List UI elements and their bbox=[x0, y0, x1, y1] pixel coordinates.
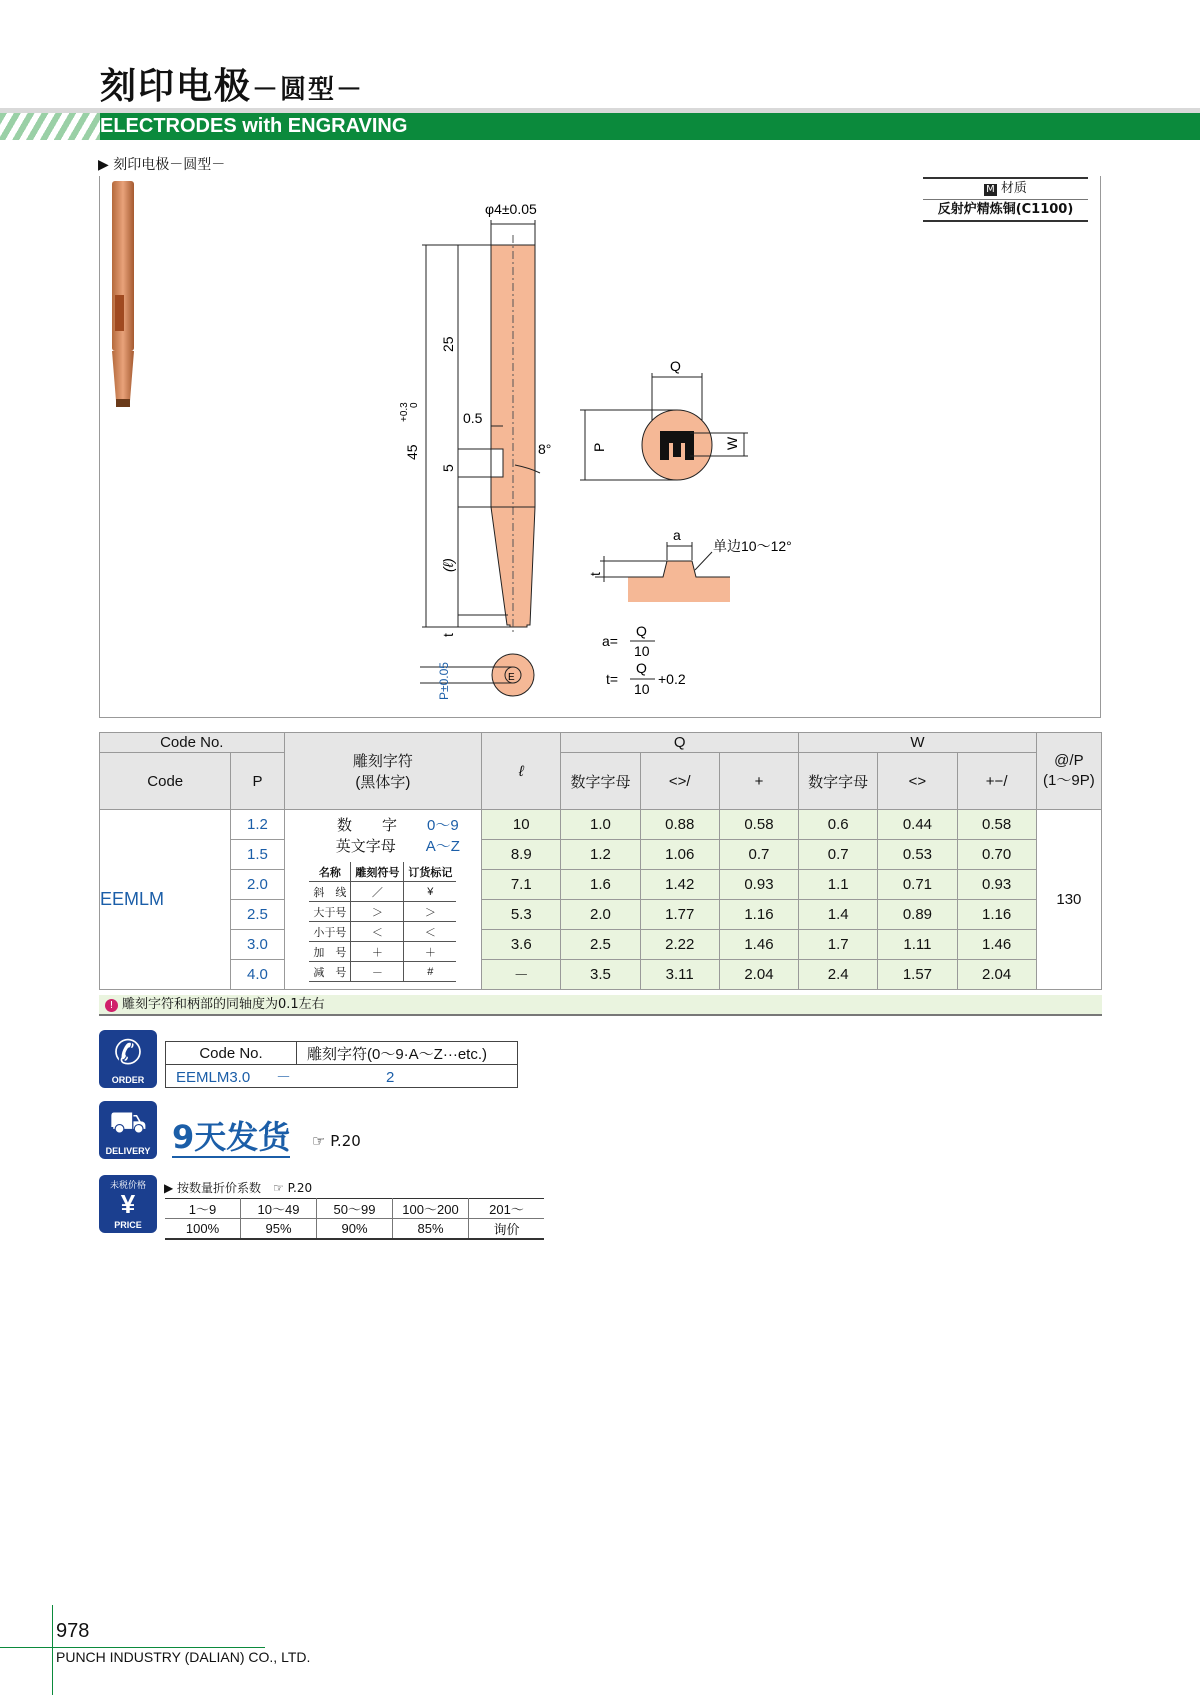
w3-cell: 0.93 bbox=[957, 870, 1036, 900]
symbol-cell: ＜ bbox=[351, 922, 404, 942]
q2-cell: 2.22 bbox=[640, 930, 719, 960]
price-icon: 未税价格 ¥ PRICE bbox=[99, 1175, 157, 1233]
dim-t: t bbox=[440, 633, 456, 637]
q1-cell: 1.0 bbox=[561, 810, 640, 840]
spec-table bbox=[99, 732, 1102, 990]
delivery-text: 9天发货 bbox=[172, 1118, 291, 1156]
banner-title: ELECTRODES with ENGRAVING bbox=[100, 115, 408, 137]
dim-p-tol: P±0.05 bbox=[437, 662, 451, 700]
th-code: Code bbox=[100, 753, 231, 810]
price-cell: 130 bbox=[1036, 810, 1101, 990]
qty-cell: 201～ bbox=[469, 1199, 545, 1219]
order-example: EEMLM3.0 － 2 bbox=[166, 1065, 518, 1088]
table-row bbox=[100, 930, 1102, 960]
th-ell: ℓ bbox=[482, 733, 561, 810]
w3-cell: 1.46 bbox=[957, 930, 1036, 960]
dim-diameter: φ4±0.05 bbox=[485, 201, 537, 217]
l-cell: － bbox=[482, 960, 561, 990]
qty-cell: 1～9 bbox=[165, 1199, 241, 1219]
symbol-cell: ＋ bbox=[351, 942, 404, 962]
symbol-cell: 小于号 bbox=[309, 922, 351, 942]
qty-cell: 10～49 bbox=[241, 1199, 317, 1219]
technical-drawing bbox=[380, 190, 820, 710]
th-w: W bbox=[799, 733, 1037, 753]
table-row bbox=[100, 840, 1102, 870]
q1-cell: 1.2 bbox=[561, 840, 640, 870]
q1-cell: 1.6 bbox=[561, 870, 640, 900]
symbol-head: 名称 bbox=[309, 862, 351, 882]
p-cell: 3.0 bbox=[231, 930, 284, 960]
q2-cell: 1.42 bbox=[640, 870, 719, 900]
dim-0-5: 0.5 bbox=[463, 410, 483, 426]
p-cell: 2.0 bbox=[231, 870, 284, 900]
symbol-cell: 加 号 bbox=[309, 942, 351, 962]
alert-icon: ! bbox=[105, 999, 118, 1012]
material-box bbox=[923, 177, 1088, 222]
symbol-cell: － bbox=[351, 962, 404, 982]
price-title: ▶ 按数量折价系数 ☞ P.20 bbox=[164, 1181, 313, 1195]
order-icon: ✆ ORDER bbox=[99, 1030, 157, 1088]
dim-angle: 8° bbox=[538, 441, 552, 457]
dim-side-angle: 单边10～12° bbox=[713, 538, 792, 554]
formula-a-denominator: 10 bbox=[634, 643, 650, 659]
chars-cell: 数 字 0～9 英文字母 A～Z 名称 雕刻符号 订货标记 斜 线 ／ ¥ 大于号 ＞ ＞ 小于号 ＜ ＜ 加 号 ＋ ＋ 减 号 － # bbox=[284, 810, 482, 990]
w1-cell: 1.1 bbox=[799, 870, 878, 900]
formula-t: t= bbox=[606, 671, 619, 687]
symbol-cell: ＜ bbox=[404, 922, 457, 942]
rate-cell: 85% bbox=[393, 1219, 469, 1240]
end-view-glyph: E bbox=[508, 672, 515, 683]
page-title: 刻印电极－圆型－ bbox=[100, 66, 365, 107]
dim-25: 25 bbox=[440, 336, 456, 352]
w2-cell: 0.89 bbox=[878, 900, 957, 930]
table-row bbox=[100, 870, 1102, 900]
dim-45: 45 bbox=[404, 444, 420, 460]
th-chars: 雕刻字符 (黑体字) bbox=[284, 733, 482, 810]
p-cell: 4.0 bbox=[231, 960, 284, 990]
p-cell: 2.5 bbox=[231, 900, 284, 930]
formula-a: a= bbox=[602, 633, 618, 649]
th-w-lt: <> bbox=[878, 753, 957, 810]
rate-cell: 90% bbox=[317, 1219, 393, 1240]
dim-45-tol: +0.3 bbox=[399, 402, 410, 422]
dim-p: P bbox=[591, 442, 607, 452]
footer-rule-v bbox=[52, 1605, 53, 1695]
th-p: P bbox=[231, 753, 284, 810]
p-cell: 1.5 bbox=[231, 840, 284, 870]
rate-cell: 询价 bbox=[469, 1219, 545, 1240]
l-cell: 10 bbox=[482, 810, 561, 840]
dim-w: W bbox=[724, 436, 740, 450]
order-h-chars: 雕刻字符(0～9·A～Z···etc.) bbox=[297, 1042, 518, 1065]
w2-cell: 0.71 bbox=[878, 870, 957, 900]
l-cell: 5.3 bbox=[482, 900, 561, 930]
th-q: Q bbox=[561, 733, 799, 753]
formula-t-plus: +0.2 bbox=[658, 671, 686, 687]
w3-cell: 2.04 bbox=[957, 960, 1036, 990]
dim-t-profile: t bbox=[587, 572, 603, 576]
q2-cell: 0.88 bbox=[640, 810, 719, 840]
symbol-cell: ／ bbox=[351, 882, 404, 902]
formula-t-numerator: Q bbox=[636, 660, 647, 676]
material-badge: M bbox=[986, 184, 995, 195]
q1-cell: 2.0 bbox=[561, 900, 640, 930]
note-bar bbox=[99, 995, 1102, 1016]
dim-q: Q bbox=[670, 358, 681, 374]
symbol-head: 雕刻符号 bbox=[351, 862, 404, 882]
symbol-cell: ¥ bbox=[404, 882, 457, 902]
th-w-digit: 数字字母 bbox=[799, 753, 878, 810]
q2-cell: 1.06 bbox=[640, 840, 719, 870]
w3-cell: 1.16 bbox=[957, 900, 1036, 930]
code-cell: EEMLM bbox=[100, 810, 231, 990]
w1-cell: 1.4 bbox=[799, 900, 878, 930]
th-w-pm: +−/ bbox=[957, 753, 1036, 810]
qty-cell: 100～200 bbox=[393, 1199, 469, 1219]
w3-cell: 0.58 bbox=[957, 810, 1036, 840]
rate-cell: 100% bbox=[165, 1219, 241, 1240]
delivery-icon: ⛟ DELIVERY bbox=[99, 1101, 157, 1159]
w2-cell: 0.44 bbox=[878, 810, 957, 840]
th-q-plus: + bbox=[719, 753, 798, 810]
qty-cell: 50～99 bbox=[317, 1199, 393, 1219]
th-price: @/P (1～9P) bbox=[1036, 733, 1101, 810]
formula-t-denominator: 10 bbox=[634, 681, 650, 697]
electrode-photo bbox=[100, 175, 145, 415]
company-name: PUNCH INDUSTRY (DALIAN) CO., LTD. bbox=[56, 1649, 311, 1665]
q2-cell: 3.11 bbox=[640, 960, 719, 990]
th-q-lt: <>/ bbox=[640, 753, 719, 810]
footer-rule-h bbox=[0, 1647, 265, 1648]
order-h-code: Code No. bbox=[166, 1042, 297, 1065]
material-label: 材质 bbox=[1000, 181, 1027, 196]
page-subtitle: －圆型－ bbox=[252, 75, 365, 105]
l-cell: 3.6 bbox=[482, 930, 561, 960]
table-row bbox=[100, 900, 1102, 930]
dim-ell: (ℓ) bbox=[440, 558, 456, 572]
q1-cell: 2.5 bbox=[561, 930, 640, 960]
symbol-head: 订货标记 bbox=[404, 862, 457, 882]
order-table bbox=[165, 1041, 518, 1088]
symbol-cell: 斜 线 bbox=[309, 882, 351, 902]
p-cell: 1.2 bbox=[231, 810, 284, 840]
dim-a: a bbox=[673, 527, 681, 543]
q3-cell: 0.7 bbox=[719, 840, 798, 870]
w1-cell: 0.7 bbox=[799, 840, 878, 870]
q2-cell: 1.77 bbox=[640, 900, 719, 930]
q1-cell: 3.5 bbox=[561, 960, 640, 990]
th-code-no: Code No. bbox=[100, 733, 285, 753]
w2-cell: 1.11 bbox=[878, 930, 957, 960]
w1-cell: 1.7 bbox=[799, 930, 878, 960]
w1-cell: 0.6 bbox=[799, 810, 878, 840]
delivery-ref: ☞ P.20 bbox=[312, 1132, 361, 1150]
q3-cell: 1.16 bbox=[719, 900, 798, 930]
symbol-cell: ＞ bbox=[404, 902, 457, 922]
symbol-cell: ＋ bbox=[404, 942, 457, 962]
w2-cell: 1.57 bbox=[878, 960, 957, 990]
q3-cell: 0.93 bbox=[719, 870, 798, 900]
w1-cell: 2.4 bbox=[799, 960, 878, 990]
symbol-table bbox=[309, 862, 456, 982]
symbol-cell: 减 号 bbox=[309, 962, 351, 982]
formula-a-numerator: Q bbox=[636, 623, 647, 639]
symbol-cell: ＞ bbox=[351, 902, 404, 922]
table-row bbox=[100, 960, 1102, 990]
l-cell: 8.9 bbox=[482, 840, 561, 870]
symbol-cell: 大于号 bbox=[309, 902, 351, 922]
material-value: 反射炉精炼铜(C1100) bbox=[937, 202, 1074, 217]
rate-cell: 95% bbox=[241, 1219, 317, 1240]
q3-cell: 0.58 bbox=[719, 810, 798, 840]
dim-5: 5 bbox=[440, 464, 456, 472]
l-cell: 7.1 bbox=[482, 870, 561, 900]
note-text: 雕刻字符和柄部的同轴度为0.1左右 bbox=[122, 997, 325, 1012]
w2-cell: 0.53 bbox=[878, 840, 957, 870]
section-label: ▶ 刻印电极－圆型－ bbox=[98, 157, 226, 173]
th-q-digit: 数字字母 bbox=[561, 753, 640, 810]
table-row bbox=[100, 810, 1102, 840]
w3-cell: 0.70 bbox=[957, 840, 1036, 870]
page-number: 978 bbox=[56, 1620, 90, 1642]
q3-cell: 2.04 bbox=[719, 960, 798, 990]
banner-stripes bbox=[0, 113, 100, 140]
q3-cell: 1.46 bbox=[719, 930, 798, 960]
dim-45-tol-lower: 0 bbox=[409, 402, 420, 408]
symbol-cell: # bbox=[404, 962, 457, 982]
price-table bbox=[165, 1198, 544, 1240]
